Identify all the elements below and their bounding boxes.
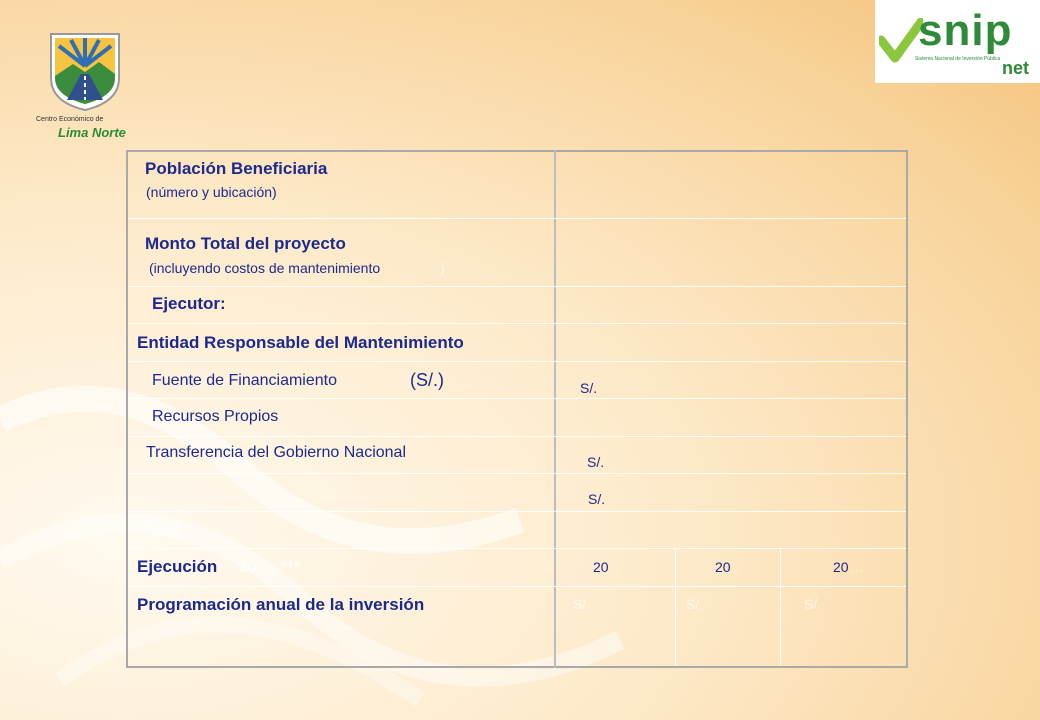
lima-norte-logo (30, 30, 140, 155)
fuente-unit: (S/.) (410, 370, 444, 390)
year-2-suffix: .. (733, 559, 741, 575)
logo-caption: Centro Económico de (36, 116, 104, 123)
poblacion-label: Población Beneficiaria (145, 159, 328, 178)
year-column-divider (780, 548, 781, 666)
year-1-suffix: .. (611, 559, 619, 575)
monto-subtitle: (incluyendo costos de mantenimiento (149, 260, 381, 276)
recursos-label: Recursos Propios (152, 408, 279, 425)
logo-brand-text: Lima Norte (58, 125, 126, 140)
entidad-label: Entidad Responsable del Mantenimiento (137, 333, 464, 352)
programacion-label: Programación anual de la inversión (137, 595, 425, 614)
programacion-value-2: S/. (686, 596, 704, 612)
net-suffix: net (1002, 58, 1029, 78)
row-divider (128, 511, 906, 512)
year-3-suffix: ... (851, 559, 863, 575)
row-divider (128, 586, 906, 587)
year-1: 20 (593, 559, 609, 575)
row-divider (128, 436, 906, 437)
year-2: 20 (715, 559, 731, 575)
row-divider (128, 398, 906, 399)
poblacion-subtitle: (número y ubicación) (146, 184, 277, 200)
programacion-value-3: S/. (804, 596, 822, 612)
row-divider (128, 218, 906, 219)
total-label: Total (141, 520, 181, 539)
snip-subtitle: Sistema Nacional de Inversión Pública (915, 56, 1001, 62)
monto-subtitle-close: ) (440, 260, 445, 276)
ejecucion-label: Ejecución (137, 557, 218, 576)
column-divider (554, 150, 556, 668)
otros-value: S/. (588, 491, 606, 507)
snip-brand: snip (918, 6, 1013, 55)
monto-label: Monto Total del proyecto (145, 234, 346, 253)
snip-net-logo (875, 0, 1040, 83)
transferencia-label: Transferencia del Gobierno Nacional (146, 444, 406, 461)
ejecutor-label: Ejecutor: (152, 294, 226, 313)
row-divider (128, 323, 906, 324)
row-divider (128, 361, 906, 362)
programacion-value-1: S/. (573, 596, 591, 612)
transferencia-value: S/. (587, 454, 605, 470)
row-divider (128, 548, 906, 549)
fuente-value: S/. (580, 380, 598, 396)
year-3: 20 (833, 559, 849, 575)
emblem-icon (45, 30, 125, 112)
fuente-label: Fuente de Financiamiento (152, 372, 337, 389)
ejecucion-ghost: 20.....*** (238, 557, 301, 576)
year-column-divider (675, 548, 676, 666)
row-divider (128, 473, 906, 474)
row-divider (128, 286, 906, 287)
